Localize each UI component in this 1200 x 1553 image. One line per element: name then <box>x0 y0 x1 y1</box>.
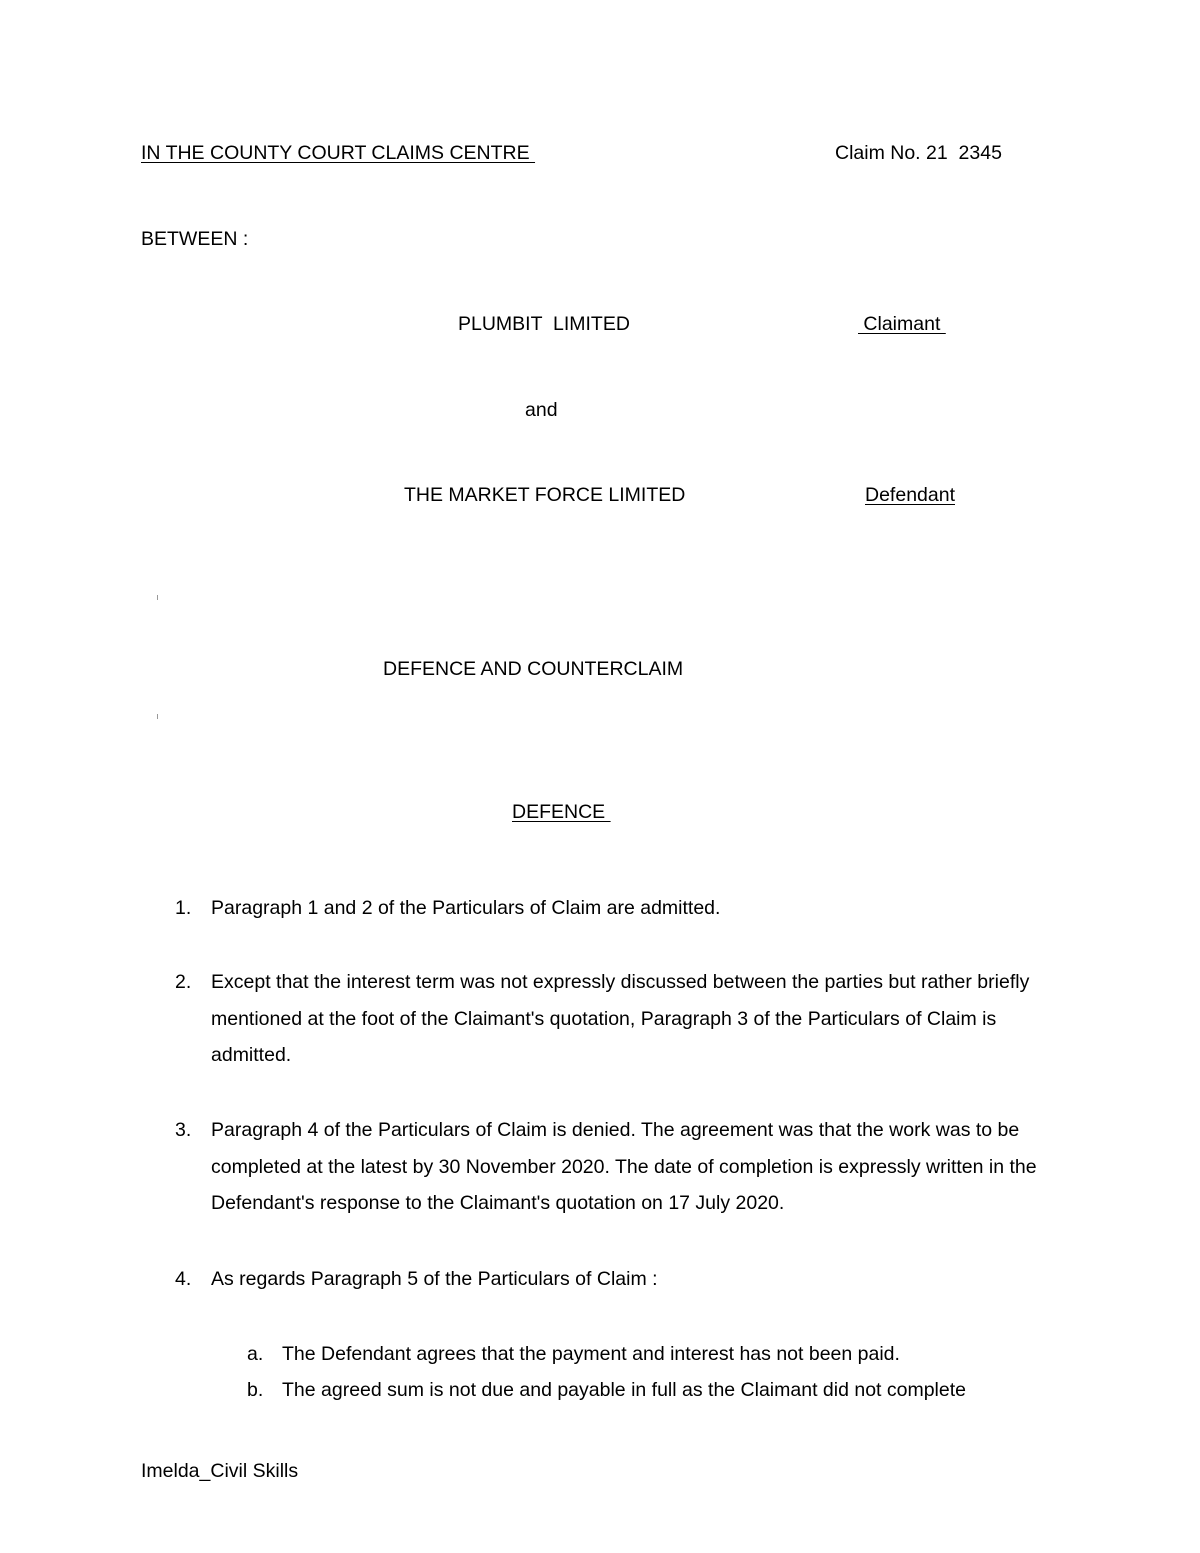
paragraph-number: 3. <box>175 1119 192 1141</box>
claim-number: Claim No. 21 2345 <box>835 142 1002 164</box>
between-label: BETWEEN : <box>141 228 249 250</box>
claimant-name: PLUMBIT LIMITED <box>458 313 630 335</box>
paragraph-number: 1. <box>175 897 192 919</box>
court-heading: IN THE COUNTY COURT CLAIMS CENTRE <box>141 142 536 164</box>
margin-mark <box>157 714 158 719</box>
party-conjunction: and <box>525 399 558 421</box>
paragraph-text: Except that the interest term was not expressly discussed between the parties but rather briefly mentioned at the foot of the Claimant's quotation, Paragraph 3 of the Particulars of Claim is admitted. <box>211 971 1030 1066</box>
document-title: DEFENCE AND COUNTERCLAIM <box>383 658 684 680</box>
section-heading: DEFENCE <box>512 801 611 823</box>
paragraph-text: Paragraph 4 of the Particulars of Claim is denied. The agreement was that the work was to be completed at the latest by 30 November 2020. The date of completion is expressly written in the Defendant's response to the Claimant's quotation on 17 July 2020. <box>211 1119 1037 1214</box>
paragraph-number: 2. <box>175 971 192 993</box>
page-footer: Imelda_Civil Skills <box>141 1460 299 1482</box>
defendant-name: THE MARKET FORCE LIMITED <box>404 484 686 506</box>
paragraph-text: Paragraph 1 and 2 of the Particulars of Claim are admitted. <box>211 897 721 919</box>
paragraph-text: As regards Paragraph 5 of the Particulars of Claim : <box>211 1268 658 1290</box>
margin-mark <box>157 595 158 600</box>
claimant-role: Claimant <box>858 313 946 335</box>
sub-item-text: The Defendant agrees that the payment and interest has not been paid. <box>282 1343 900 1365</box>
defendant-role: Defendant <box>865 484 955 506</box>
paragraph-number: 4. <box>175 1268 192 1290</box>
sub-item-letter: a. <box>247 1343 264 1365</box>
sub-item-letter: b. <box>247 1379 264 1401</box>
sub-item-text: The agreed sum is not due and payable in full as the Claimant did not complete <box>282 1379 966 1401</box>
